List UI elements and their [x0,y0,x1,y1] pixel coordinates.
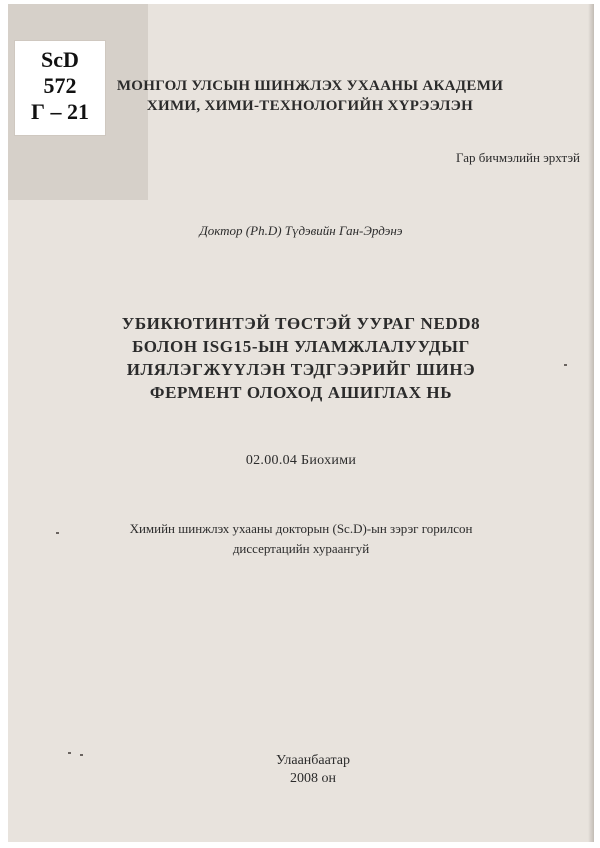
manuscript-rights-note: Гар бичмэлийн эрхтэй [456,150,580,165]
scan-speck [68,752,71,754]
call-number-line-1: ScD [41,47,79,72]
scan-speck [56,532,59,534]
title-line-3: ИЛЯЛЭГЖҮҮЛЭН ТЭДГЭЭРИЙГ ШИНЭ [126,360,476,379]
institute-name: ХИМИ, ХИМИ-ТЕХНОЛОГИЙН ХҮРЭЭЛЭН [146,98,474,114]
degree-statement-line-1: Химийн шинжлэх ухааны докторын (Sc.D)-ын зэрэг горилсон [129,521,473,536]
title-line-2: БОЛОН ISG15-ЫН УЛАМЖЛАЛУУДЫГ [132,337,470,356]
author-name: Доктор (Ph.D) Түдэвийн Ган-Эрдэнэ [199,223,403,238]
specialty-code: 02.00.04 Биохими [245,453,357,468]
page-edge-shadow [588,4,594,842]
title-page [8,4,594,842]
publication-place: Улаанбаатар [276,753,350,768]
title-line-1: УБИКЮТИНТЭЙ ТӨСТЭЙ УУРАГ NEDD8 [121,314,481,333]
call-number-line-2: 572 [43,73,77,98]
scan-speck [80,754,83,756]
institution-name: МОНГОЛ УЛСЫН ШИНЖЛЭХ УХААНЫ АКАДЕМИ [116,78,504,94]
scan-speck [564,364,567,366]
degree-statement-line-2: диссертацийн хураангуй [232,541,370,556]
publication-year: 2008 он [290,771,336,786]
title-line-4: ФЕРМЕНТ ОЛОХОД АШИГЛАХ НЬ [149,383,453,402]
call-number-line-3: Г – 21 [31,99,89,124]
